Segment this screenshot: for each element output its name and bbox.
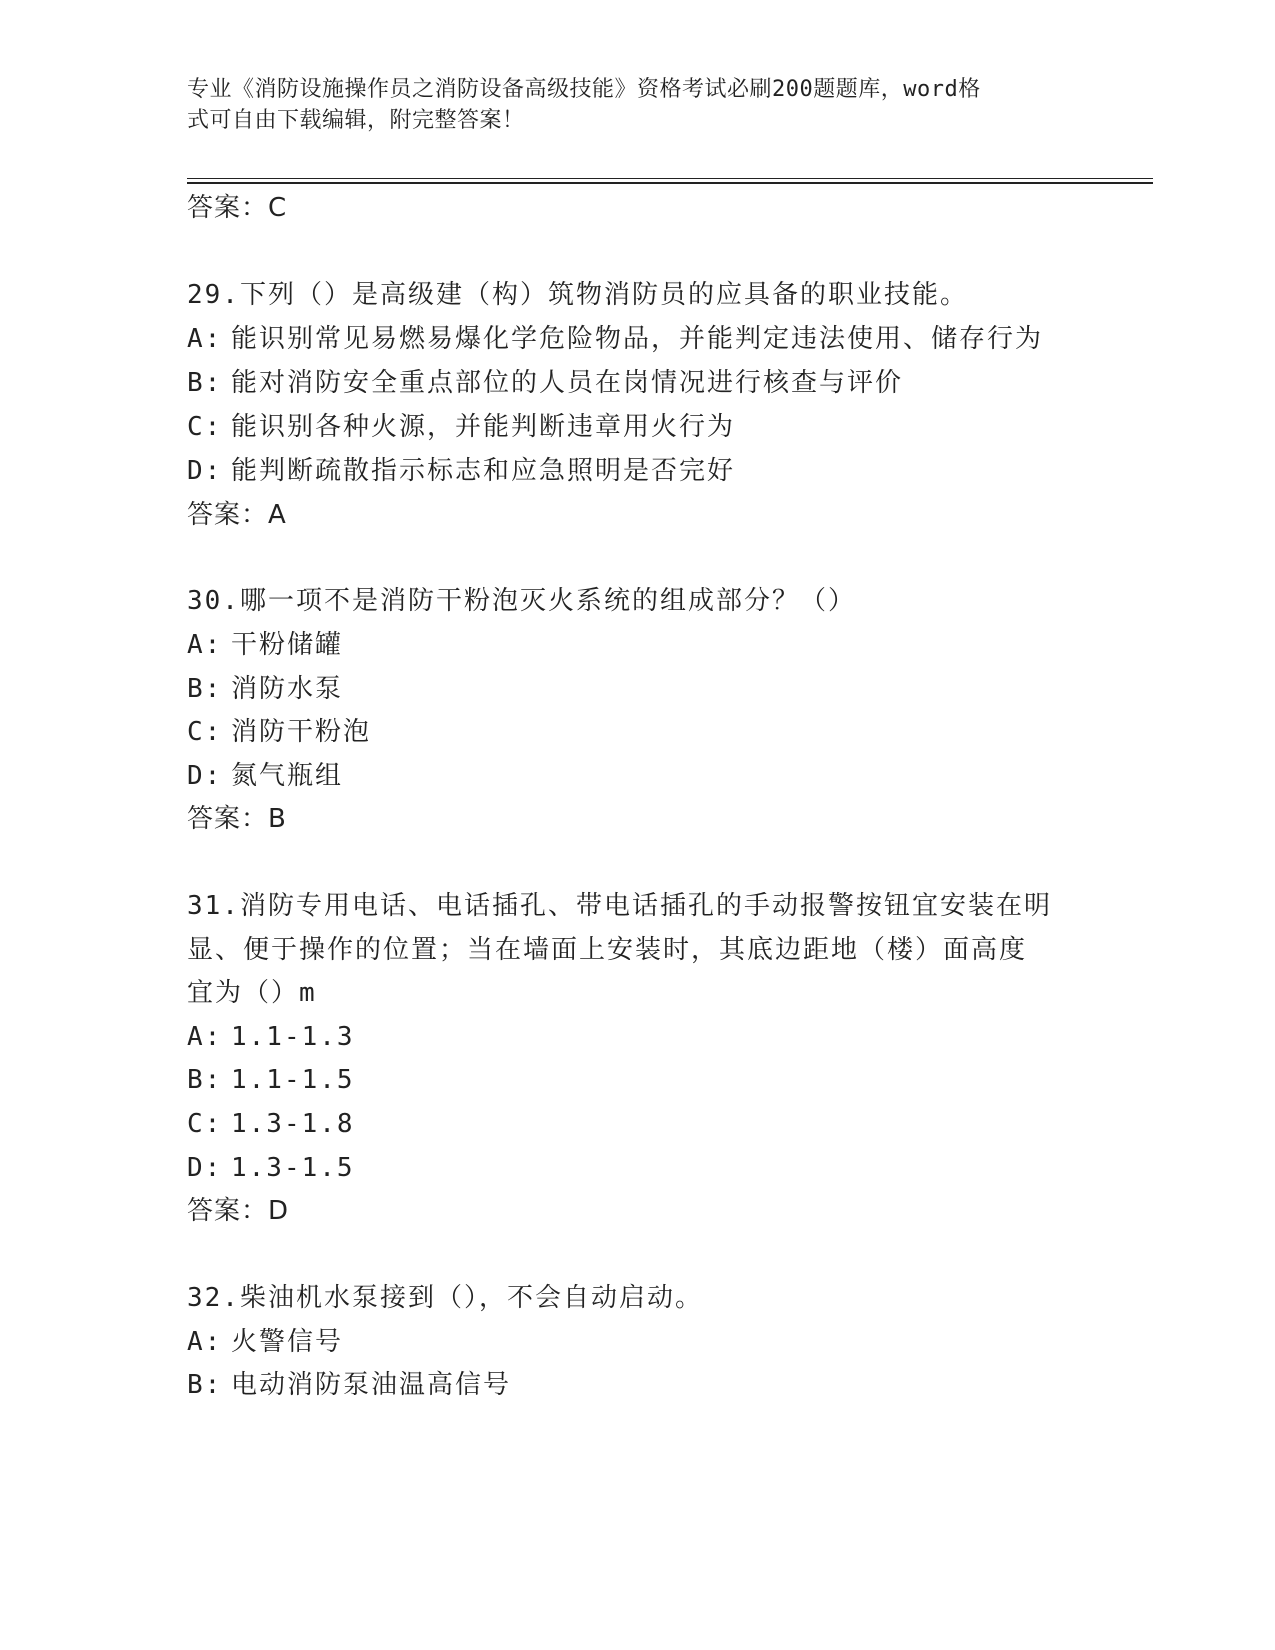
option-letter: B: — [187, 674, 223, 704]
header-line-2: 式可自由下载编辑，附完整答案！ — [187, 108, 525, 133]
option-text: 1.1-1.5 — [231, 1065, 355, 1095]
option-letter: D: — [187, 456, 223, 486]
option-letter: B: — [187, 368, 223, 398]
question-32-option-b — [187, 1369, 511, 1401]
option-letter: A: — [187, 1327, 223, 1357]
option-text: 1.3-1.5 — [231, 1153, 355, 1183]
question-30-option-a — [187, 629, 343, 661]
question-30-option-c — [187, 716, 371, 748]
option-letter: A: — [187, 630, 223, 660]
question-32-stem: 32.柴油机水泵接到（），不会自动启动。 — [187, 1283, 703, 1313]
question-29-option-d — [187, 455, 735, 487]
question-31-stem-line-1: 31.消防专用电话、电话插孔、带电话插孔的手动报警按钮宜安装在明 — [187, 891, 1052, 921]
option-letter: A: — [187, 1022, 223, 1052]
option-letter: B: — [187, 1370, 223, 1400]
option-text: 1.1-1.3 — [231, 1022, 355, 1052]
question-29-option-b — [187, 367, 903, 399]
option-text: 氮气瓶组 — [231, 761, 344, 791]
question-30-stem: 30.哪一项不是消防干粉泡灭火系统的组成部分？（） — [187, 586, 856, 616]
option-text: 火警信号 — [231, 1327, 344, 1357]
question-29-answer: 答案：A — [187, 500, 287, 530]
option-text: 电动消防泵油温高信号 — [231, 1370, 512, 1400]
question-30-option-b — [187, 673, 343, 705]
option-text: 干粉储罐 — [231, 630, 344, 660]
option-letter: C: — [187, 1109, 223, 1139]
option-letter: C: — [187, 717, 223, 747]
question-29-option-a — [187, 323, 1043, 355]
question-29-option-c — [187, 411, 735, 443]
question-30-answer: 答案：B — [187, 804, 287, 834]
option-letter: B: — [187, 1065, 223, 1095]
option-text: 消防干粉泡 — [231, 717, 372, 747]
option-text: 1.3-1.8 — [231, 1109, 355, 1139]
question-32-option-a — [187, 1326, 343, 1358]
question-31-option-b — [187, 1064, 355, 1096]
header-divider-thick — [187, 182, 1153, 184]
question-30-option-d — [187, 760, 343, 792]
question-31-option-a — [187, 1021, 355, 1053]
option-letter: D: — [187, 1153, 223, 1183]
question-31-option-c — [187, 1108, 355, 1140]
previous-answer: 答案：C — [187, 193, 288, 223]
header-divider-thin — [187, 178, 1153, 179]
document-header — [187, 74, 1067, 136]
option-letter: D: — [187, 761, 223, 791]
option-text: 能判断疏散指示标志和应急照明是否完好 — [231, 456, 736, 486]
question-31-stem-line-2: 显、便于操作的位置；当在墙面上安装时，其底边距地（楼）面高度 — [187, 935, 1028, 965]
question-31-answer: 答案：D — [187, 1196, 290, 1226]
question-31-option-d — [187, 1152, 355, 1184]
option-text: 能对消防安全重点部位的人员在岗情况进行核查与评价 — [231, 368, 904, 398]
header-line-1: 专业《消防设施操作员之消防设备高级技能》资格考试必刷200题题库，word格 — [187, 77, 981, 102]
question-31-stem-line-3: 宜为（）m — [187, 978, 317, 1008]
option-letter: A: — [187, 324, 223, 354]
option-letter: C: — [187, 412, 223, 442]
question-29-stem: 29.下列（）是高级建（构）筑物消防员的应具备的职业技能。 — [187, 280, 968, 310]
option-text: 能识别常见易燃易爆化学危险物品，并能判定违法使用、储存行为 — [231, 324, 1044, 354]
option-text: 能识别各种火源，并能判断违章用火行为 — [231, 412, 736, 442]
option-text: 消防水泵 — [231, 674, 344, 704]
